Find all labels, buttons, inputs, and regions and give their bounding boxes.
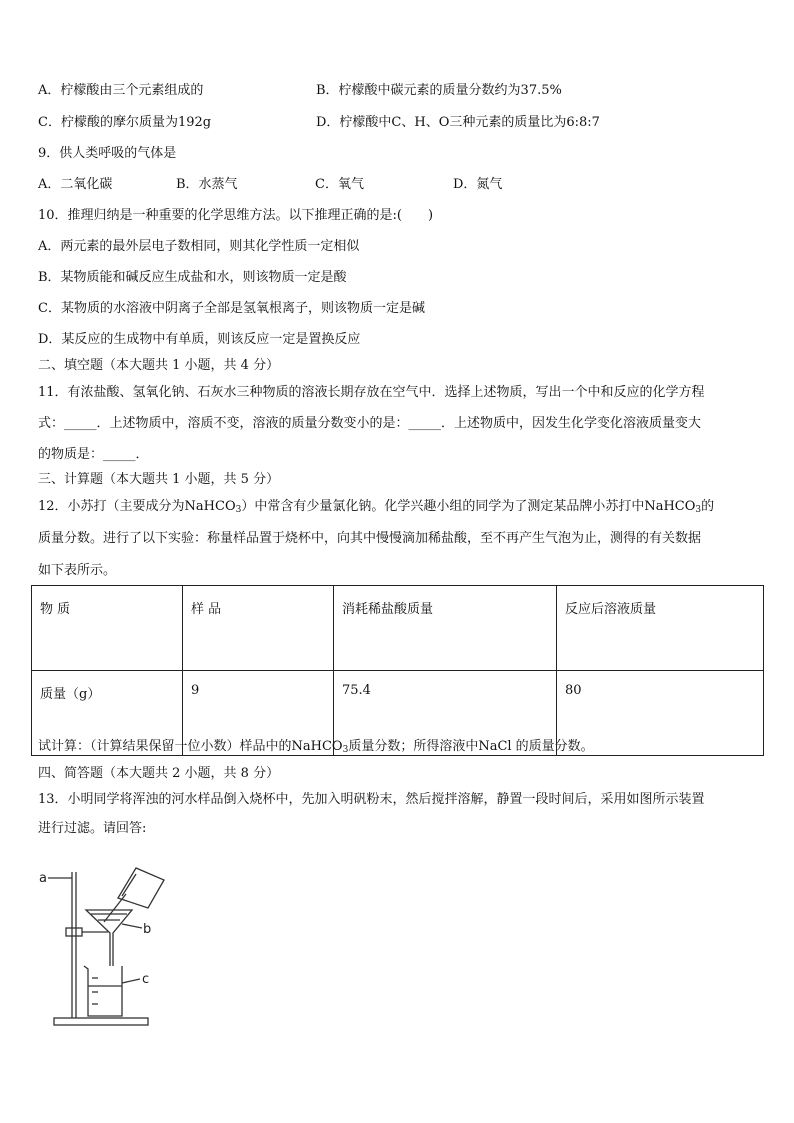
table-cell: 9 bbox=[183, 671, 334, 756]
table-header-cell: 反应后溶液质量 bbox=[557, 586, 764, 671]
q13-line-2: 进行过滤。请回答: bbox=[38, 821, 147, 836]
section-2-heading: 二、填空题（本大题共 1 小题，共 4 分） bbox=[38, 358, 280, 373]
q8-option-c: C．柠檬酸的摩尔质量为192g bbox=[38, 115, 212, 130]
q9-option-c: C．氧气 bbox=[315, 177, 364, 192]
q12-subscript: 3 bbox=[342, 745, 349, 755]
q10-option-b: B．某物质能和碱反应生成盐和水，则该物质一定是酸 bbox=[38, 270, 347, 285]
q12-line-1-part-b: ）中常含有少量氯化钠。化学兴趣小组的同学为了测定某品牌小苏打中NaHCO bbox=[241, 499, 696, 514]
q12-line-1-part-c: 的 bbox=[701, 499, 715, 514]
q8-option-a: A．柠檬酸由三个元素组成的 bbox=[38, 83, 204, 98]
q8-option-d: D．柠檬酸中C、H、O三种元素的质量比为6:8:7 bbox=[316, 115, 600, 130]
table-cell: 质量（g） bbox=[32, 671, 183, 756]
q12-calc-part-a: 试计算：（计算结果保留一位小数）样品中的NaHCO bbox=[38, 739, 343, 754]
q9-option-a: A．二氧化碳 bbox=[38, 177, 113, 192]
label-b-pointer bbox=[122, 924, 142, 928]
q11-line-1: 11．有浓盐酸、氢氧化钠、石灰水三种物质的溶液长期存放在空气中．选择上述物质，写出一个中和反应的化学方程 bbox=[38, 385, 705, 400]
q12-line-3: 如下表所示。 bbox=[38, 563, 117, 578]
label-c: c bbox=[142, 972, 150, 987]
q10-option-d: D．某反应的生成物中有单质，则该反应一定是置换反应 bbox=[38, 332, 361, 347]
q11-line-3: 的物质是：_____． bbox=[38, 447, 149, 462]
q9-option-d: D．氮气 bbox=[453, 177, 503, 192]
table-header-row bbox=[32, 586, 764, 671]
q12-line-2: 质量分数。进行了以下实验：称量样品置于烧杯中，向其中慢慢滴加稀盐酸，至不再产生气泡为止，测得的有关数据 bbox=[38, 531, 702, 546]
table-header-cell: 消耗稀盐酸质量 bbox=[334, 586, 557, 671]
q12-subscript: 3 bbox=[235, 505, 242, 515]
q10-option-a: A．两元素的最外层电子数相同，则其化学性质一定相似 bbox=[38, 239, 360, 254]
q9-stem: 9．供人类呼吸的气体是 bbox=[38, 146, 177, 161]
label-c-pointer bbox=[122, 979, 140, 983]
q13-line-1: 13．小明同学将浑浊的河水样品倒入烧杯中，先加入明矾粉末，然后搅拌溶解，静置一段时间后，采用如图所示装置 bbox=[38, 792, 705, 807]
q11-line-2: 式：_____．上述物质中，溶质不变，溶液的质量分数变小的是：_____．上述物质中，因发生化学变化溶液质量变大 bbox=[38, 416, 702, 431]
section-4-heading: 四、简答题（本大题共 2 小题，共 8 分） bbox=[38, 766, 280, 781]
q12-calc-part-b: 质量分数；所得溶液中NaCl 的质量分数。 bbox=[348, 739, 594, 754]
q9-option-b: B．水蒸气 bbox=[176, 177, 238, 192]
table-cell: 75.4 bbox=[334, 671, 557, 756]
q10-option-c: C．某物质的水溶液中阴离子全部是氢氧根离子，则该物质一定是碱 bbox=[38, 301, 425, 316]
table-header-cell: 物 质 bbox=[32, 586, 183, 671]
clamp bbox=[66, 928, 82, 936]
table-cell: 80 bbox=[557, 671, 764, 756]
filtration-apparatus-figure bbox=[36, 858, 176, 1033]
q10-stem: 10．推理归纳是一种重要的化学思维方法。以下推理正确的是:( ) bbox=[38, 208, 434, 223]
q12-subscript: 3 bbox=[695, 505, 702, 515]
pouring-beaker bbox=[118, 868, 164, 908]
table-header-cell: 样 品 bbox=[183, 586, 334, 671]
label-a: a bbox=[39, 871, 47, 886]
label-b: b bbox=[143, 922, 152, 937]
receiving-beaker bbox=[84, 966, 122, 1016]
q8-option-b: B．柠檬酸中碳元素的质量分数约为37.5% bbox=[316, 83, 562, 98]
funnel bbox=[86, 910, 132, 968]
q12-line-1 bbox=[38, 498, 714, 519]
q12-calc-instruction bbox=[38, 738, 594, 759]
q12-data-table bbox=[31, 585, 764, 756]
q12-line-1-part-a: 12．小苏打（主要成分为NaHCO bbox=[38, 499, 236, 514]
stand-base bbox=[54, 1018, 148, 1025]
section-3-heading: 三、计算题（本大题共 1 小题，共 5 分） bbox=[38, 472, 280, 487]
